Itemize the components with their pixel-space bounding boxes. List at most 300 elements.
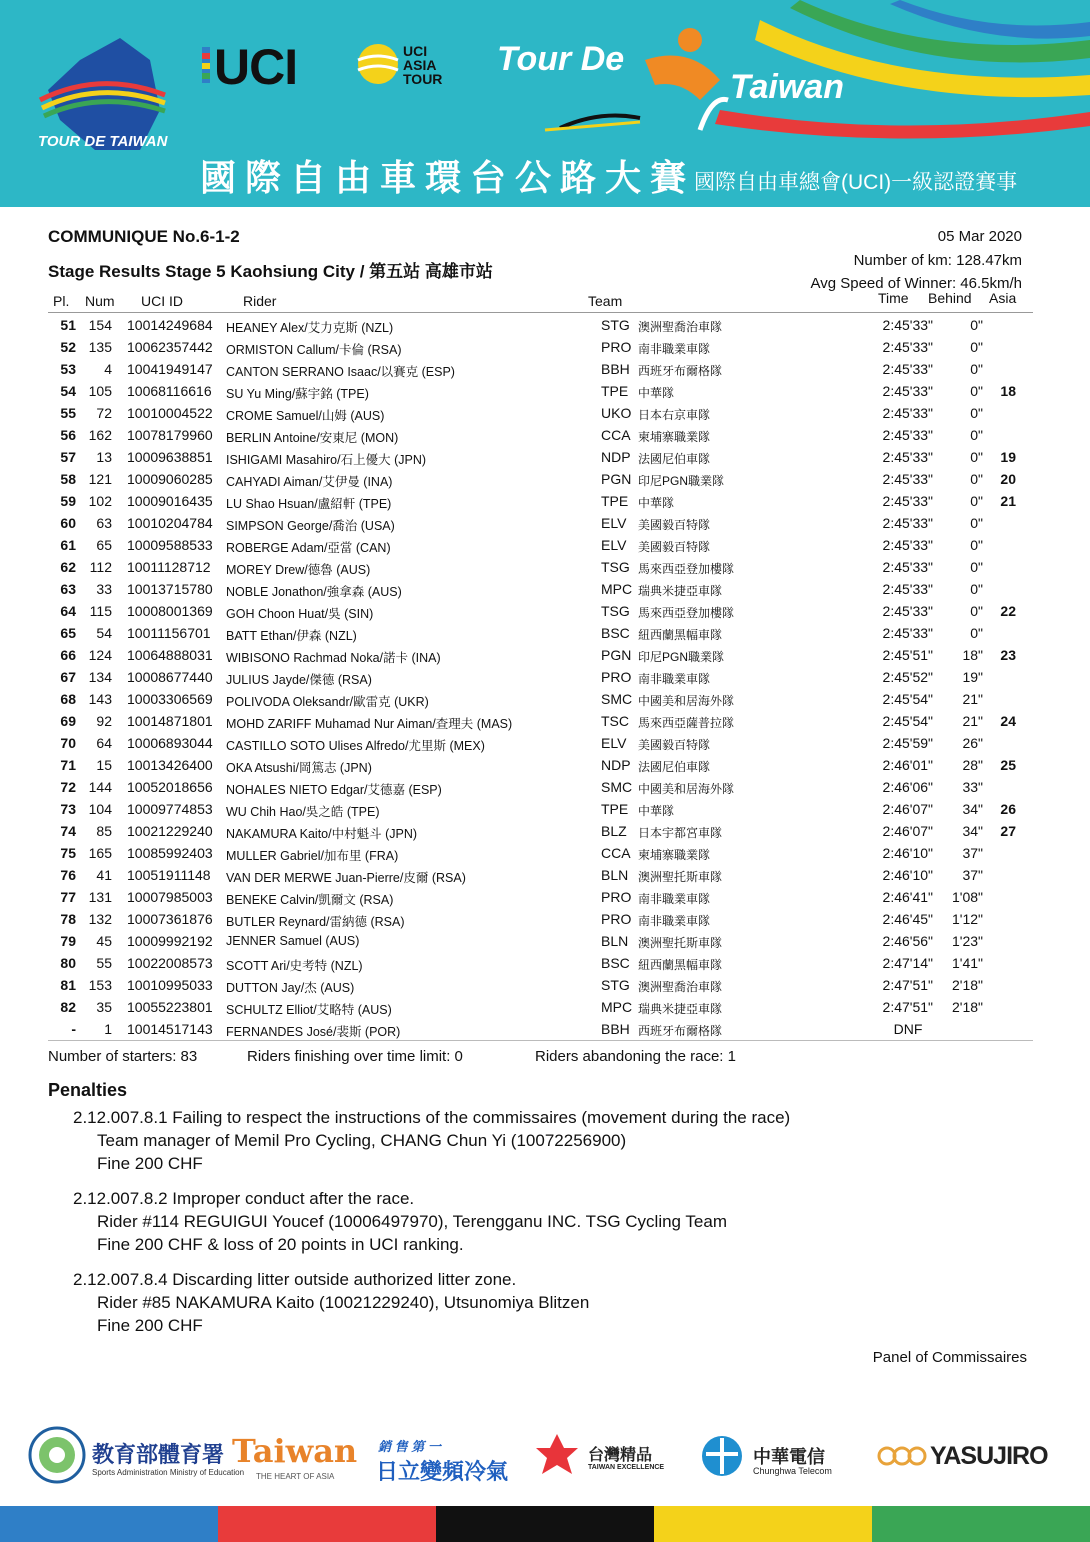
cell-uci: 10006893044 [127, 735, 213, 751]
cell-team: 紐西蘭黑幅車隊 [638, 958, 723, 972]
table-row [48, 380, 1033, 402]
cell-uci: 10014249684 [127, 317, 213, 333]
cell-behind: 34" [962, 801, 983, 817]
table-row [48, 578, 1033, 600]
penalty-1-rule: 2.12.007.8.1 Failing to respect the instructions of the commissaires (movement during the race) [73, 1108, 791, 1127]
cell-time: 2:45'33" [882, 603, 933, 619]
cell-team: 法國尼伯車隊 [638, 760, 711, 774]
cell-code: CCA [601, 845, 631, 861]
cell-uci: 10011128712 [127, 559, 211, 575]
cell-num: 162 [88, 427, 112, 443]
cell-uci: 10011156701 [127, 625, 211, 641]
cell-team: 中國美和居海外隊 [638, 694, 735, 708]
footer-stripe-green [872, 1506, 1090, 1542]
cell-uci: 10021229240 [127, 823, 213, 839]
cell-uci: 10009992192 [127, 933, 213, 949]
hitachi-logo: 日立變頻冷氣 [376, 1459, 509, 1484]
cell-behind: 2'18" [951, 977, 983, 993]
cell-behind: 1'41" [951, 955, 983, 971]
cell-time: 2:46'07" [882, 823, 933, 839]
cell-team: 澳洲聖喬治車隊 [638, 980, 723, 994]
cell-time: 2:45'33" [882, 317, 933, 333]
cell-pl: 65 [60, 625, 76, 641]
cell-pl: 52 [60, 339, 76, 355]
sports-admin-cn: 教育部體育署 [92, 1442, 225, 1468]
cell-time: 2:45'33" [882, 427, 933, 443]
cell-behind: 0" [970, 339, 983, 355]
cell-behind: 0" [970, 603, 983, 619]
table-bottom-rule [48, 1040, 1033, 1041]
penalty-1-detail: Team manager of Memil Pro Cycling, CHANG Chun Yi (10072256900) [97, 1131, 627, 1150]
table-row [48, 622, 1033, 644]
sports-admin-en: Sports Administration Ministry of Education [92, 1468, 245, 1477]
cell-pl: 58 [60, 471, 76, 487]
header-asia: Asia [989, 290, 1017, 306]
cell-rider: CROME Samuel/山姆 (AUS) [226, 409, 385, 423]
table-row [48, 1018, 1033, 1040]
cell-uci: 10078179960 [127, 427, 213, 443]
cell-time: 2:46'45" [882, 911, 933, 927]
table-row [48, 468, 1033, 490]
header-pl: Pl. [53, 293, 70, 309]
cell-num: 153 [88, 977, 112, 993]
cell-code: PGN [601, 647, 632, 663]
taiwan-tourism-sub: THE HEART OF ASIA [256, 1472, 335, 1481]
cell-pl: 64 [60, 603, 76, 619]
cell-uci: 10013426400 [127, 757, 213, 773]
cell-code: BBH [601, 1021, 630, 1037]
ministry-seal-icon [28, 1426, 86, 1484]
cell-behind: 0" [970, 625, 983, 641]
cell-num: 131 [88, 889, 112, 905]
cell-num: 41 [96, 867, 112, 883]
cell-time: 2:45'33" [882, 493, 933, 509]
cell-team: 美國毅百特隊 [638, 738, 711, 752]
cell-num: 55 [96, 955, 112, 971]
cell-code: PRO [601, 889, 632, 905]
table-row [48, 908, 1033, 930]
starters-count: Number of starters: 83 [48, 1048, 198, 1065]
cell-num: 124 [88, 647, 112, 663]
header-time: Time [878, 290, 909, 306]
cell-rider: SCOTT Ari/史考特 (NZL) [226, 959, 363, 973]
cell-pl: 80 [60, 955, 76, 971]
cell-behind: 0" [970, 405, 983, 421]
cell-behind: 0" [970, 361, 983, 377]
cell-code: PRO [601, 911, 632, 927]
table-row [48, 864, 1033, 886]
header-banner [0, 0, 1090, 207]
cell-num: 4 [104, 361, 112, 377]
cell-team: 印尼PGN職業隊 [638, 474, 725, 488]
cell-time: 2:45'33" [882, 471, 933, 487]
cell-time: 2:45'33" [882, 339, 933, 355]
cell-num: 121 [88, 471, 112, 487]
cell-time: 2:47'51" [882, 999, 933, 1015]
table-row [48, 556, 1033, 578]
cell-team: 澳洲聖喬治車隊 [638, 320, 723, 334]
cell-pl: 70 [60, 735, 76, 751]
cell-code: MPC [601, 999, 633, 1015]
cell-rider: SIMPSON George/喬治 (USA) [226, 519, 395, 533]
cell-num: 13 [96, 449, 112, 465]
cell-behind: 21" [962, 691, 983, 707]
cell-num: 115 [89, 603, 112, 619]
cell-code: CCA [601, 427, 631, 443]
cell-rider: BERLIN Antoine/安東尼 (MON) [226, 431, 399, 445]
cell-time: 2:46'10" [882, 867, 933, 883]
cell-time: 2:46'41" [882, 889, 933, 905]
cell-team: 中華隊 [638, 496, 675, 510]
cell-team: 日本宇都宮車隊 [638, 826, 723, 840]
cell-rider: MULLER Gabriel/加布里 (FRA) [226, 849, 399, 863]
table-row [48, 754, 1033, 776]
table-row [48, 732, 1033, 754]
table-row [48, 446, 1033, 468]
cell-behind: 37" [962, 845, 983, 861]
cell-uci: 10010004522 [127, 405, 213, 421]
cell-behind: 28" [962, 757, 983, 773]
header-num: Num [85, 293, 115, 309]
communique-title: COMMUNIQUE No.6-1-2 [48, 227, 240, 246]
cell-asia: 21 [1000, 493, 1016, 509]
penalty-2-rule: 2.12.007.8.2 Improper conduct after the race. [73, 1189, 415, 1208]
cell-pl: 66 [60, 647, 76, 663]
header-behind: Behind [928, 290, 972, 306]
penalty-2-detail: Rider #114 REGUIGUI Youcef (10006497970), Terengganu INC. TSG Cycling Team [97, 1212, 727, 1231]
cell-time: 2:45'33" [882, 383, 933, 399]
cell-code: BLN [601, 867, 629, 883]
cell-uci: 10003306569 [127, 691, 213, 707]
cell-uci: 10009060285 [127, 471, 213, 487]
cell-pl: 61 [60, 537, 76, 553]
cell-pl: 73 [60, 801, 76, 817]
cell-time: 2:45'59" [882, 735, 933, 751]
cell-behind: 1'23" [951, 933, 983, 949]
cell-rider: ROBERGE Adam/亞當 (CAN) [226, 541, 391, 555]
cell-uci: 10014871801 [127, 713, 213, 729]
cell-rider: DUTTON Jay/杰 (AUS) [226, 981, 355, 995]
cell-uci: 10064888031 [127, 647, 213, 663]
cell-time: 2:45'33" [882, 405, 933, 421]
cell-team: 中華隊 [638, 386, 675, 400]
cell-uci: 10007985003 [127, 889, 213, 905]
cell-behind: 0" [970, 493, 983, 509]
cell-team: 南非職業車隊 [638, 892, 711, 906]
cell-code: NDP [601, 449, 631, 465]
cell-num: 63 [96, 515, 112, 531]
cell-num: 1 [104, 1021, 112, 1037]
cell-team: 瑞典米捷亞車隊 [638, 1002, 723, 1016]
cell-rider: NOHALES NIETO Edgar/艾德嘉 (ESP) [226, 783, 442, 797]
winner-avg-speed: Avg Speed of Winner: 46.5km/h [810, 275, 1022, 292]
communique-date: 05 Mar 2020 [937, 228, 1022, 245]
cell-pl: 59 [60, 493, 76, 509]
cell-rider: FERNANDES José/裴斯 (POR) [226, 1025, 401, 1039]
cell-asia: 23 [1000, 647, 1016, 663]
cell-time: 2:46'01" [882, 757, 933, 773]
cell-behind: 0" [970, 449, 983, 465]
cell-time: 2:45'33" [882, 581, 933, 597]
cell-asia: 26 [1000, 801, 1016, 817]
cell-uci: 10055223801 [127, 999, 213, 1015]
chunghwa-telecom-cn: 中華電信 [753, 1447, 825, 1467]
cell-rider: CASTILLO SOTO Ulises Alfredo/尤里斯 (MEX) [226, 739, 485, 753]
cell-time: 2:45'52" [882, 669, 933, 685]
cell-pl: 56 [60, 427, 76, 443]
footer-stripe-black [436, 1506, 654, 1542]
cell-num: 105 [88, 383, 112, 399]
cell-team: 中國美和居海外隊 [638, 782, 735, 796]
cell-time: DNF [893, 1021, 923, 1037]
cell-uci: 10009588533 [127, 537, 213, 553]
cell-code: BLZ [601, 823, 627, 839]
cell-code: STG [601, 977, 630, 993]
cell-asia: 18 [1000, 383, 1016, 399]
cell-num: 92 [96, 713, 112, 729]
cell-code: PRO [601, 669, 632, 685]
chunghwa-telecom-en: Chunghwa Telecom [753, 1466, 832, 1476]
cell-code: TSC [601, 713, 629, 729]
cell-rider: HEANEY Alex/艾力克斯 (NZL) [226, 321, 394, 335]
results-table-body [48, 314, 1033, 1040]
cell-uci: 10009638851 [127, 449, 213, 465]
cell-code: TPE [601, 801, 629, 817]
table-row [48, 820, 1033, 842]
cell-uci: 10062357442 [127, 339, 213, 355]
cell-behind: 0" [970, 581, 983, 597]
event-subtitle-cn: 國際自由車總會(UCI)一級認證賽事 [694, 171, 1018, 194]
cell-pl: 62 [60, 559, 76, 575]
cell-time: 2:47'14" [882, 955, 933, 971]
cell-code: SMC [601, 691, 633, 707]
penalties-title: Penalties [48, 1080, 128, 1100]
cell-time: 2:47'51" [882, 977, 933, 993]
cell-rider: MOHD ZARIFF Muhamad Nur Aiman/查理夫 (MAS) [226, 717, 513, 731]
penalty-2-fine: Fine 200 CHF & loss of 20 points in UCI ranking. [97, 1235, 464, 1254]
cell-behind: 0" [970, 559, 983, 575]
cell-team: 印尼PGN職業隊 [638, 650, 725, 664]
table-row [48, 842, 1033, 864]
cell-code: MPC [601, 581, 633, 597]
cell-pl: - [71, 1021, 76, 1037]
cell-uci: 10068116616 [127, 383, 212, 399]
cell-code: TPE [601, 383, 629, 399]
table-row [48, 512, 1033, 534]
cell-num: 102 [88, 493, 112, 509]
uci-logo: UCI [214, 39, 298, 95]
cell-time: 2:45'33" [882, 449, 933, 465]
yasujiro-logo: YASUJIRO [930, 1442, 1048, 1470]
cell-num: 85 [96, 823, 112, 839]
cell-time: 2:46'56" [882, 933, 933, 949]
table-row [48, 644, 1033, 666]
cell-rider: NOBLE Jonathon/強拿森 (AUS) [226, 585, 402, 599]
table-row [48, 424, 1033, 446]
cell-code: STG [601, 317, 630, 333]
cell-uci: 10009774853 [127, 801, 213, 817]
cell-uci: 10009016435 [127, 493, 213, 509]
cell-code: BSC [601, 625, 630, 641]
cell-code: SMC [601, 779, 633, 795]
cell-rider: BUTLER Reynard/雷納德 (RSA) [226, 915, 405, 929]
cell-pl: 78 [60, 911, 76, 927]
cell-asia: 19 [1000, 449, 1016, 465]
cell-uci: 10010995033 [127, 977, 213, 993]
cell-pl: 71 [60, 757, 76, 773]
cell-team: 馬來西亞登加樓隊 [638, 606, 735, 620]
taiwan-title: Taiwan [730, 68, 844, 106]
cell-code: BBH [601, 361, 630, 377]
cell-asia: 24 [1000, 713, 1016, 729]
cell-pl: 67 [60, 669, 76, 685]
table-row [48, 600, 1033, 622]
cell-code: ELV [601, 515, 627, 531]
cell-num: 35 [96, 999, 112, 1015]
cell-pl: 69 [60, 713, 76, 729]
cell-behind: 21" [962, 713, 983, 729]
cell-time: 2:46'06" [882, 779, 933, 795]
cell-code: TSG [601, 603, 630, 619]
cell-pl: 54 [60, 383, 76, 399]
cell-rider: ISHIGAMI Masahiro/石上優大 (JPN) [226, 453, 427, 467]
cell-team: 美國毅百特隊 [638, 540, 711, 554]
cell-team: 法國尼伯車隊 [638, 452, 711, 466]
cell-code: BLN [601, 933, 629, 949]
event-title-cn: 國際自由車環台公路大賽 [200, 157, 696, 198]
cell-num: 45 [96, 933, 112, 949]
cell-team: 日本右京車隊 [638, 408, 711, 422]
cell-pl: 82 [60, 999, 76, 1015]
cell-behind: 0" [970, 515, 983, 531]
footer-stripe-blue [0, 1506, 218, 1542]
cell-num: 104 [88, 801, 112, 817]
cell-team: 南非職業車隊 [638, 342, 711, 356]
cell-time: 2:45'33" [882, 361, 933, 377]
cell-behind: 26" [962, 735, 983, 751]
table-row [48, 534, 1033, 556]
cell-rider: WU Chih Hao/吳之皓 (TPE) [226, 805, 380, 819]
cell-rider: JULIUS Jayde/傑德 (RSA) [226, 673, 372, 687]
cell-time: 2:46'07" [882, 801, 933, 817]
table-row [48, 710, 1033, 732]
cell-rider: GOH Choon Huat/吳 (SIN) [226, 607, 374, 621]
cell-team: 紐西蘭黑幅車隊 [638, 628, 723, 642]
cell-rider: LU Shao Hsuan/盧紹軒 (TPE) [226, 497, 392, 511]
yasujiro-flower-icon [877, 1442, 927, 1470]
cell-team: 柬埔寨職業隊 [638, 430, 711, 444]
cell-code: PGN [601, 471, 632, 487]
cell-pl: 55 [60, 405, 76, 421]
cell-pl: 57 [60, 449, 76, 465]
results-table-header [48, 292, 1033, 313]
tour-de-title: Tour De [497, 40, 625, 78]
penalty-3-rule: 2.12.007.8.4 Discarding litter outside authorized litter zone. [73, 1270, 517, 1289]
table-row [48, 974, 1033, 996]
cell-pl: 79 [60, 933, 76, 949]
cell-uci: 10022008573 [127, 955, 213, 971]
cell-num: 15 [96, 757, 112, 773]
cell-rider: ORMISTON Callum/卡倫 (RSA) [226, 343, 402, 357]
over-time-count: Riders finishing over time limit: 0 [247, 1048, 463, 1065]
chunghwa-telecom-icon [700, 1434, 744, 1478]
table-row [48, 666, 1033, 688]
table-row [48, 776, 1033, 798]
cell-pl: 77 [60, 889, 76, 905]
taiwan-excellence-icon [534, 1432, 580, 1478]
cell-num: 165 [88, 845, 112, 861]
table-row [48, 798, 1033, 820]
cell-pl: 72 [60, 779, 76, 795]
cell-team: 澳洲聖托斯車隊 [638, 936, 723, 950]
cell-rider: CANTON SERRANO Isaac/以賽克 (ESP) [226, 365, 455, 379]
cell-behind: 19" [962, 669, 983, 685]
cell-code: BSC [601, 955, 630, 971]
cell-num: 72 [96, 405, 112, 421]
cell-team: 中華隊 [638, 804, 675, 818]
cell-uci: 10007361876 [127, 911, 213, 927]
cell-asia: 27 [1000, 823, 1016, 839]
cell-num: 54 [96, 625, 112, 641]
cell-num: 112 [89, 559, 112, 575]
cell-time: 2:46'10" [882, 845, 933, 861]
table-row [48, 688, 1033, 710]
cell-team: 馬來西亞登加樓隊 [638, 562, 735, 576]
cell-time: 2:45'54" [882, 691, 933, 707]
table-row [48, 996, 1033, 1018]
cell-num: 64 [96, 735, 112, 751]
cell-pl: 74 [60, 823, 76, 839]
cell-team: 馬來西亞薩普拉隊 [638, 716, 735, 730]
table-row [48, 314, 1033, 336]
cell-behind: 0" [970, 317, 983, 333]
cell-time: 2:45'54" [882, 713, 933, 729]
cell-rider: BENEKE Calvin/凱爾文 (RSA) [226, 893, 394, 907]
footer-stripe-yellow [654, 1506, 872, 1542]
header-rider: Rider [243, 293, 277, 309]
uci-asia-tour-logo: UCI ASIA TOUR [403, 43, 443, 87]
cell-behind: 0" [970, 427, 983, 443]
cell-time: 2:45'33" [882, 559, 933, 575]
cell-behind: 1'12" [951, 911, 983, 927]
cell-pl: 81 [60, 977, 76, 993]
cell-rider: OKA Atsushi/岡篤志 (JPN) [226, 761, 372, 775]
cell-pl: 75 [60, 845, 76, 861]
cell-pl: 60 [60, 515, 76, 531]
table-row [48, 358, 1033, 380]
cell-num: 65 [96, 537, 112, 553]
cell-num: 33 [96, 581, 112, 597]
penalty-3-detail: Rider #85 NAKAMURA Kaito (10021229240), Utsunomiya Blitzen [97, 1293, 590, 1312]
cell-uci: 10010204784 [127, 515, 213, 531]
cell-code: TSG [601, 559, 630, 575]
cell-rider: SCHULTZ Elliot/艾略特 (AUS) [226, 1003, 392, 1017]
stage-title: Stage Results Stage 5 Kaohsiung City / 第五站 高雄市站 [48, 262, 493, 281]
cell-team: 西班牙布爾格隊 [638, 1024, 723, 1038]
cell-uci: 10041949147 [127, 361, 213, 377]
cell-time: 2:45'51" [882, 647, 933, 663]
header-uci-id: UCI ID [141, 293, 183, 309]
cell-rider: MOREY Drew/德魯 (AUS) [226, 563, 371, 577]
cell-rider: JENNER Samuel (AUS) [226, 934, 360, 948]
cell-rider: POLIVODA Oleksandr/歐雷克 (UKR) [226, 695, 429, 709]
cell-behind: 0" [970, 383, 983, 399]
cell-code: ELV [601, 537, 627, 553]
cell-rider: BATT Ethan/伊森 (NZL) [226, 629, 357, 643]
hitachi-tagline: 銷 售 第 一 [378, 1439, 441, 1454]
cell-asia: 25 [1000, 757, 1016, 773]
cell-pl: 53 [60, 361, 76, 377]
